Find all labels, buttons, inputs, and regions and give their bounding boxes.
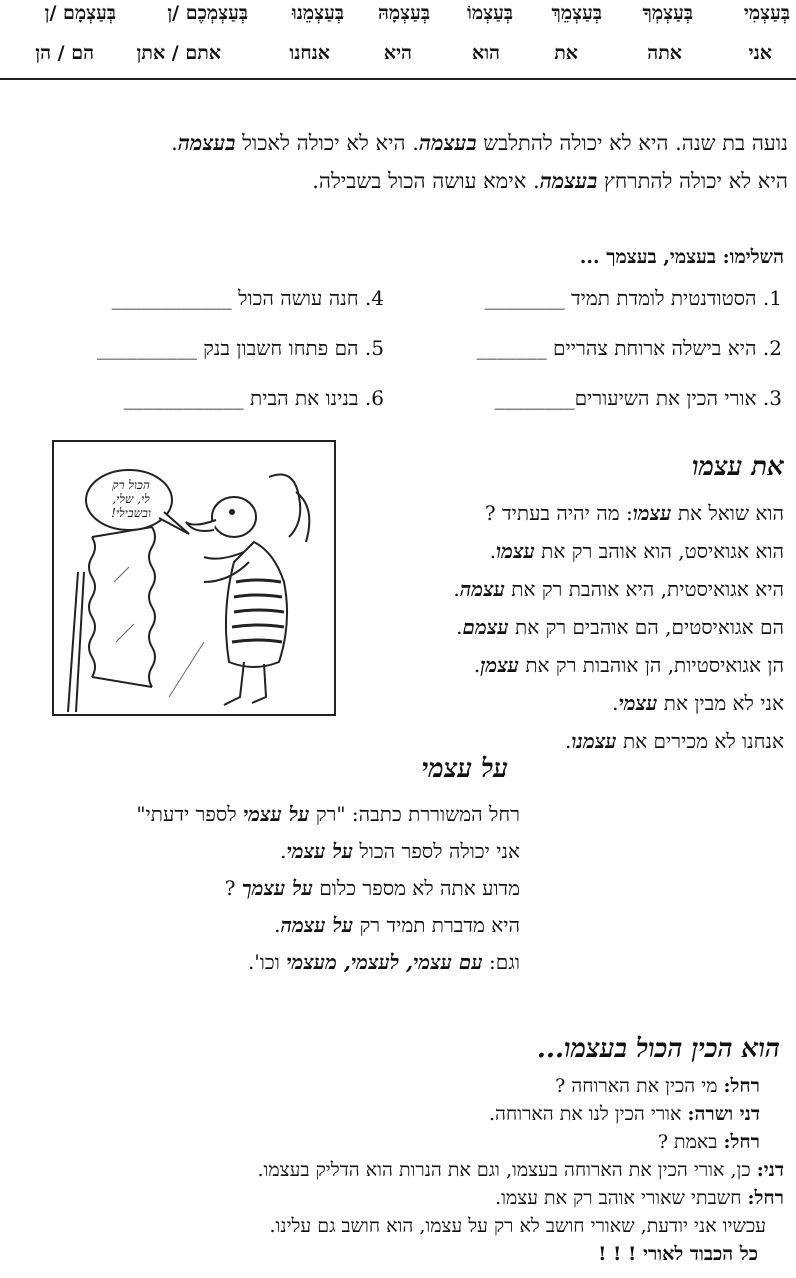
text: חשבתי שאורי אוהב רק את עצמו.	[495, 1187, 748, 1209]
handwritten-word: בעצמה	[539, 168, 598, 193]
text: באמת ?	[657, 1131, 724, 1153]
handwritten-word: על עצמך	[241, 876, 313, 900]
table-cell: הוא	[472, 42, 500, 64]
text: הן אגואיסטיות, הן אוהבות רק את	[519, 653, 784, 677]
text: .	[612, 691, 619, 715]
text: : מה יהיה בעתיד ?	[484, 501, 633, 525]
table-cell: בְּעַצְמֵךְ	[551, 2, 602, 24]
dialog-line	[258, 1240, 788, 1268]
bubble-line: לי, שלי,	[112, 492, 150, 506]
text: .	[564, 729, 572, 753]
example-line	[453, 570, 784, 608]
dialog-line	[258, 1156, 788, 1184]
dialog-section	[258, 1034, 788, 1268]
closing-text: כל הכבוד לאורי ! ! !	[598, 1243, 758, 1265]
text: נועה בת שנה. היא לא יכולה להתלבש	[476, 131, 788, 155]
text: ?	[224, 876, 242, 900]
table-cell: בְּעַצְמְךָ	[642, 2, 693, 24]
handwritten-word: בעצמה	[419, 130, 477, 155]
speech-bubble	[98, 478, 164, 520]
handwritten-word: עצמי	[618, 691, 658, 715]
dialog-line	[258, 1184, 788, 1212]
handwritten-word: על עצמי	[242, 802, 310, 826]
text: אני יכולה לספר הכול	[353, 839, 520, 863]
text: הוא אגואיסט, הוא אוהב רק את	[534, 539, 784, 563]
handwritten-word: על עצמי	[286, 839, 354, 863]
text: הוא שואל את	[671, 501, 784, 525]
text: רחל המשוררת כתבה: "רק	[309, 802, 520, 826]
dialog-line	[258, 1212, 788, 1240]
example-line	[136, 833, 520, 870]
example-lines	[453, 494, 784, 760]
text: .	[274, 913, 281, 937]
text: כן, אורי הכין את הארוחה בעצמו, וגם את הנרות הוא הדליק בעצמו.	[257, 1159, 757, 1181]
text: . היא לא יכולה לאכול	[235, 131, 419, 155]
speaker: רחל:	[723, 1131, 760, 1153]
bubble-line: ובשבילי!	[111, 506, 151, 520]
exercise-grid	[0, 286, 796, 426]
handwritten-word: עצמו	[632, 501, 672, 525]
table-cell: בְּעַצְמָם /ן	[44, 2, 116, 24]
table-cell: בְּעַצְמוֹ	[467, 2, 513, 24]
table-cell: אנחנו	[289, 42, 330, 64]
dialog-lines	[258, 1072, 788, 1268]
text: .	[453, 577, 460, 601]
table-cell: היא	[383, 42, 412, 64]
text: . אימא עושה הכול בשבילה.	[312, 169, 540, 193]
text: אני לא מבין את	[657, 691, 784, 715]
table-cell: את	[554, 42, 578, 64]
text: .	[473, 653, 481, 677]
table-cell: בְּעַצְמִי	[743, 2, 790, 24]
intro-paragraph	[0, 124, 788, 200]
text: .	[171, 131, 178, 155]
text: היא אגואיסטית, היא אוהבת רק את	[504, 577, 784, 601]
example-line	[136, 870, 520, 907]
text: היא לא יכולה להתרחץ	[597, 169, 788, 193]
cartoon-illustration	[52, 440, 336, 716]
text: .	[489, 539, 497, 563]
text: עכשיו אני יודעת, שאורי חושב לא רק על עצמו, הוא חושב גם עלינו.	[269, 1215, 766, 1237]
text: וגם:	[482, 950, 520, 974]
handwritten-word: עצמם	[462, 615, 509, 639]
text: אורי הכין לנו את הארוחה.	[489, 1103, 688, 1125]
section-title: הוא הכין הכול בעצמו...	[536, 1034, 780, 1064]
table-cell: אני	[748, 42, 772, 64]
table-cell: בְּעַצְמְכֶם /ן	[167, 2, 248, 24]
example-line	[453, 646, 784, 684]
text: .	[280, 839, 287, 863]
example-line	[136, 907, 520, 944]
example-line	[453, 532, 784, 570]
speaker: רחל:	[747, 1187, 784, 1209]
handwritten-word: עצמה	[459, 577, 505, 601]
speaker: רחל:	[723, 1075, 760, 1097]
table-cell: אתם / אתן	[136, 42, 221, 64]
handwritten-word: בעצמה	[177, 130, 236, 155]
text: מדוע אתה לא מספר כלום	[312, 876, 520, 900]
paragraph-line	[0, 124, 788, 162]
bubble-line: הכול רק	[112, 478, 150, 492]
speaker: דני:	[756, 1159, 784, 1181]
exercise-item: 4. חנה עושה הכול ____________	[111, 286, 384, 310]
dialog-line	[258, 1128, 788, 1156]
text: הם אגואיסטים, הם אוהבים רק את	[508, 615, 784, 639]
handwritten-word: עצמו	[496, 539, 535, 563]
exercise-title: השלימו: בעצמי, בעצמך ...	[579, 246, 784, 268]
al-atsmi-section	[136, 754, 520, 981]
table-cell: הם / הן	[35, 42, 94, 64]
exercise-item: 6. בנינו את הבית ____________	[123, 386, 384, 410]
text: אנחנו לא מכירים את	[616, 729, 784, 753]
text: וכו'.	[247, 950, 287, 974]
table-cell: בְּעַצְמֵנוּ	[291, 2, 344, 24]
paragraph-line	[0, 162, 788, 200]
handwritten-word: עצמנו	[571, 729, 617, 753]
cartoon-drawing	[54, 442, 334, 714]
pronoun-table	[0, 0, 796, 80]
example-line	[453, 684, 784, 722]
text: מי הכין את הארוחה ?	[555, 1075, 724, 1097]
table-cell: אתה	[647, 42, 682, 64]
et-atsmo-section	[453, 452, 784, 760]
text: היא מדברת תמיד רק	[353, 913, 520, 937]
exercise-item: 3. אורי הכין את השיעורים________	[494, 386, 782, 410]
table-cell: בְּעַצְמָהּ	[377, 2, 430, 24]
text: לספר ידעתי"	[136, 802, 243, 826]
text: .	[456, 615, 463, 639]
dialog-line	[258, 1100, 788, 1128]
section-title: על עצמי	[421, 754, 508, 784]
section-title: את עצמו	[691, 452, 784, 482]
example-line	[136, 796, 520, 833]
exercise-item: 1. הסטודנטית לומדת תמיד ________	[484, 286, 782, 310]
exercise-item: 5. הם פתחו חשבון בנק __________	[96, 336, 384, 360]
speaker: דני ושרה:	[687, 1103, 760, 1125]
handwritten-word: עם עצמי, לעצמי, מעצמי	[286, 950, 483, 974]
example-line	[136, 944, 520, 981]
divider	[0, 78, 796, 80]
example-line	[453, 608, 784, 646]
handwritten-word: עצמן	[480, 653, 519, 677]
example-line	[453, 494, 784, 532]
dialog-line	[258, 1072, 788, 1100]
example-lines	[136, 796, 520, 981]
handwritten-word: על עצמה	[280, 913, 354, 937]
exercise-item: 2. היא בישלה ארוחת צהריים _______	[476, 336, 782, 360]
